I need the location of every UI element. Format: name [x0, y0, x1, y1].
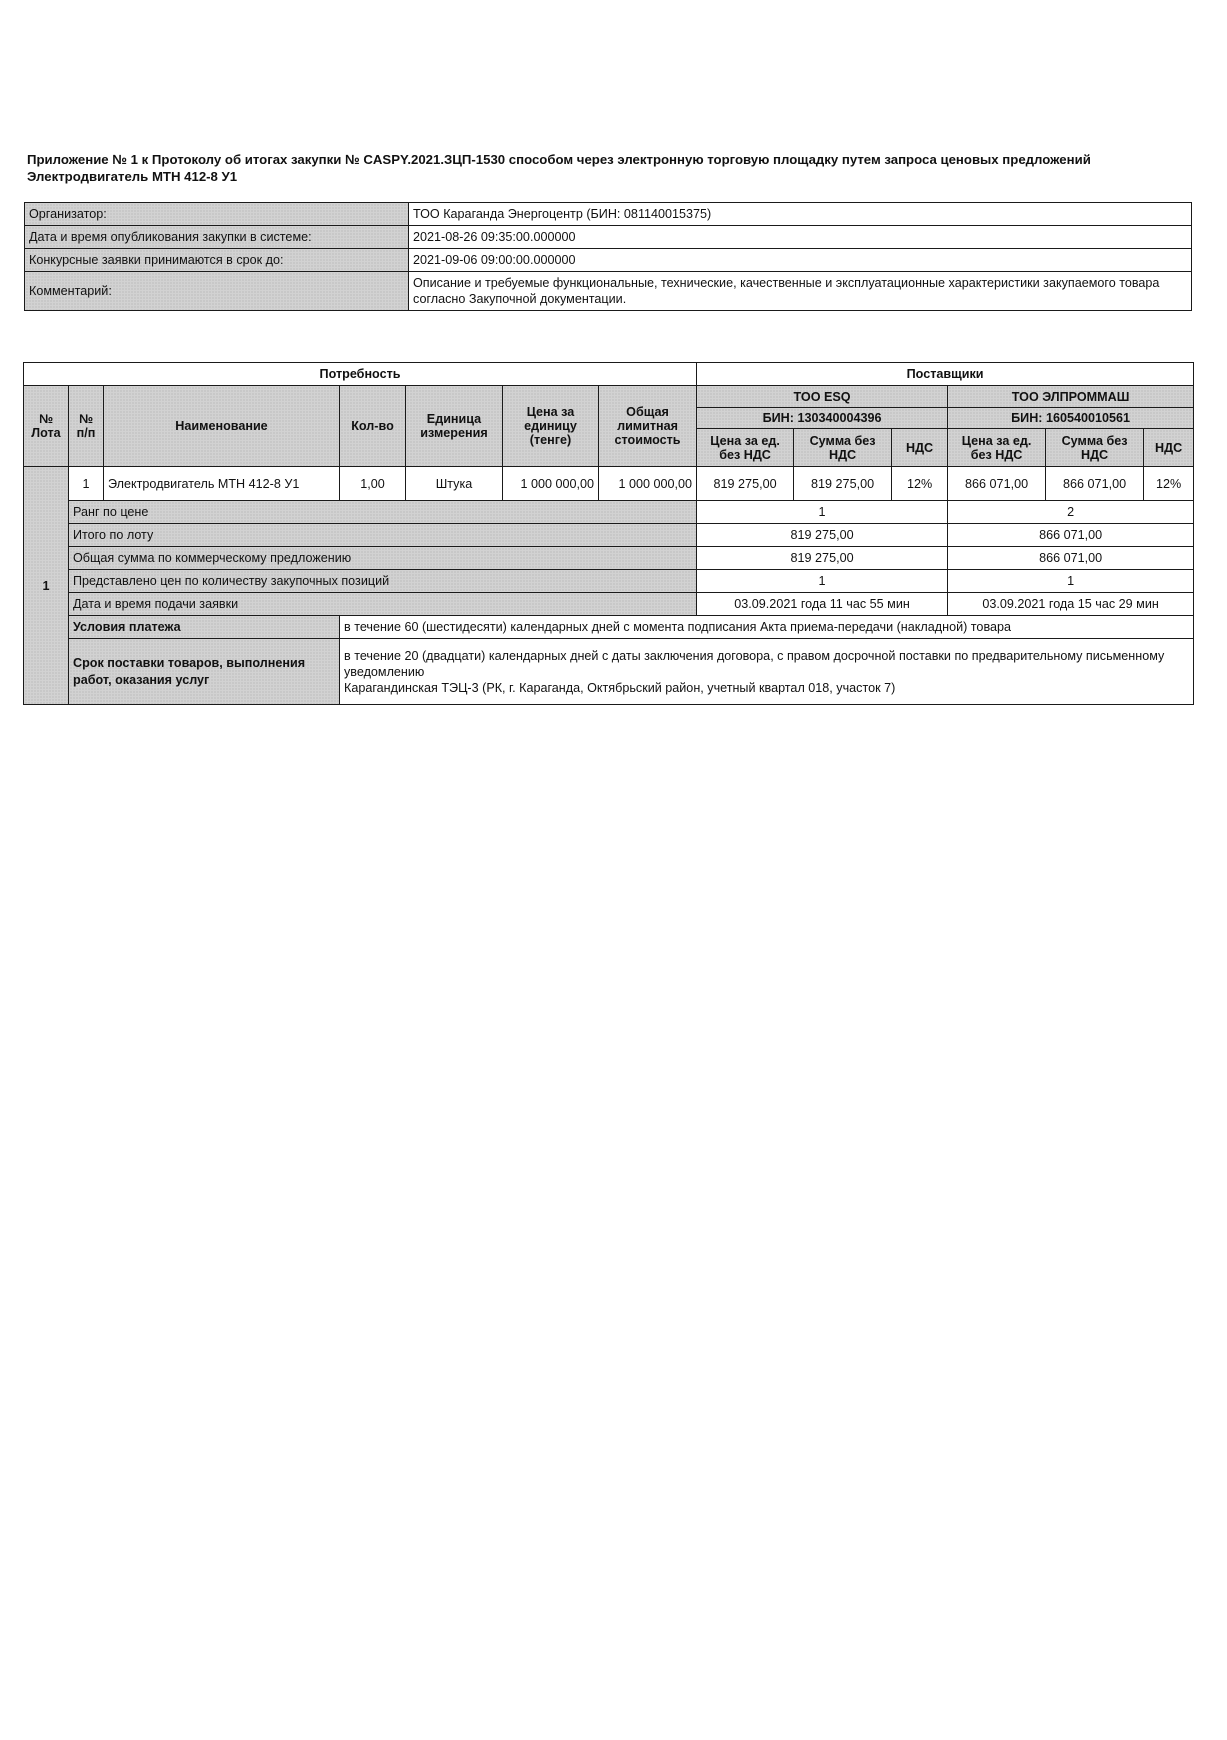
- offer-total-row: [24, 547, 1194, 570]
- row-label: Общая сумма по коммерческому предложению: [69, 547, 697, 570]
- rank-value: 2: [948, 501, 1194, 524]
- row-label: Срок поставки товаров, выполнения работ, оказания услуг: [69, 639, 340, 705]
- item-num: 1: [69, 467, 104, 501]
- item-qty: 1,00: [340, 467, 406, 501]
- need-header: Потребность: [24, 363, 697, 386]
- payment-terms: в течение 60 (шестидесяти) календарных дней с момента подписания Акта приема-передачи (накладной) товара: [340, 616, 1194, 639]
- info-value: ТОО Караганда Энергоцентр (БИН: 081140015375): [409, 203, 1192, 226]
- col-num: № п/п: [69, 386, 104, 467]
- sub-price: Цена за ед. без НДС: [948, 429, 1046, 467]
- lot-total-row: [24, 524, 1194, 547]
- offer-total-value: 866 071,00: [948, 547, 1194, 570]
- suppliers-header: Поставщики: [697, 363, 1194, 386]
- sub-vat: НДС: [1144, 429, 1194, 467]
- info-label: Дата и время опубликования закупки в системе:: [25, 226, 409, 249]
- supplier-name: ТОО ЭЛПРОММАШ: [948, 386, 1194, 408]
- bid-vat: 12%: [892, 467, 948, 501]
- info-label: Организатор:: [25, 203, 409, 226]
- info-value: 2021-09-06 09:00:00.000000: [409, 249, 1192, 272]
- results-table: [23, 362, 1194, 705]
- positions-value: 1: [948, 570, 1194, 593]
- info-row-published: [25, 226, 1192, 249]
- row-label: Ранг по цене: [69, 501, 697, 524]
- positions-value: 1: [697, 570, 948, 593]
- item-row: [24, 467, 1194, 501]
- sub-sum: Сумма без НДС: [794, 429, 892, 467]
- row-label: Представлено цен по количеству закупочных позиций: [69, 570, 697, 593]
- lot-total-value: 866 071,00: [948, 524, 1194, 547]
- bid-price: 866 071,00: [948, 467, 1046, 501]
- supplier-bin: БИН: 130340004396: [697, 408, 948, 429]
- col-total: Общая лимитная стоимость: [599, 386, 697, 467]
- bid-vat: 12%: [1144, 467, 1194, 501]
- offer-total-value: 819 275,00: [697, 547, 948, 570]
- supplier-name: ТОО ESQ: [697, 386, 948, 408]
- item-name: Электродвигатель МТН 412-8 У1: [104, 467, 340, 501]
- info-value: Описание и требуемые функциональные, технические, качественные и эксплуатационные характеристики закупаемого товара согласно Закупочной документации.: [409, 272, 1192, 311]
- sub-vat: НДС: [892, 429, 948, 467]
- info-label: Конкурсные заявки принимаются в срок до:: [25, 249, 409, 272]
- col-price: Цена за единицу (тенге): [503, 386, 599, 467]
- delivery-location: Карагандинская ТЭЦ-3 (РК, г. Караганда, Октябрьский район, учетный квартал 018, участок 7): [344, 680, 896, 695]
- col-qty: Кол-во: [340, 386, 406, 467]
- item-unit: Штука: [406, 467, 503, 501]
- lot-number: 1: [24, 467, 69, 705]
- bid-price: 819 275,00: [697, 467, 794, 501]
- bid-sum: 866 071,00: [1046, 467, 1144, 501]
- item-total: 1 000 000,00: [599, 467, 697, 501]
- rank-value: 1: [697, 501, 948, 524]
- document-heading: [27, 151, 1187, 185]
- delivery-terms-text: в течение 20 (двадцати) календарных дней с даты заключения договора, с правом досрочной поставки по предварительному письменному уведомлению: [344, 648, 1165, 679]
- delivery-row: [24, 639, 1194, 705]
- info-row-organizer: [25, 203, 1192, 226]
- row-label: Дата и время подачи заявки: [69, 593, 697, 616]
- rank-row: [24, 501, 1194, 524]
- lot-total-value: 819 275,00: [697, 524, 948, 547]
- positions-row: [24, 570, 1194, 593]
- supplier-bin: БИН: 160540010561: [948, 408, 1194, 429]
- sub-sum: Сумма без НДС: [1046, 429, 1144, 467]
- payment-row: [24, 616, 1194, 639]
- submitted-value: 03.09.2021 года 11 час 55 мин: [697, 593, 948, 616]
- info-row-comment: [25, 272, 1192, 311]
- col-unit: Единица измерения: [406, 386, 503, 467]
- heading-subject: Электродвигатель МТН 412-8 У1: [27, 169, 238, 184]
- submitted-value: 03.09.2021 года 15 час 29 мин: [948, 593, 1194, 616]
- procurement-info-table: [24, 202, 1192, 311]
- item-price: 1 000 000,00: [503, 467, 599, 501]
- heading-title: Приложение № 1 к Протоколу об итогах закупки № CASPY.2021.ЗЦП-1530 способом через электронную торговую площадку путем запроса ценовых предложений: [27, 152, 1091, 167]
- delivery-terms: [340, 639, 1194, 705]
- submitted-row: [24, 593, 1194, 616]
- bid-sum: 819 275,00: [794, 467, 892, 501]
- row-label: Условия платежа: [69, 616, 340, 639]
- info-label: Комментарий:: [25, 272, 409, 311]
- row-label: Итого по лоту: [69, 524, 697, 547]
- info-value: 2021-08-26 09:35:00.000000: [409, 226, 1192, 249]
- sub-price: Цена за ед. без НДС: [697, 429, 794, 467]
- col-lot: № Лота: [24, 386, 69, 467]
- col-name: Наименование: [104, 386, 340, 467]
- info-row-deadline: [25, 249, 1192, 272]
